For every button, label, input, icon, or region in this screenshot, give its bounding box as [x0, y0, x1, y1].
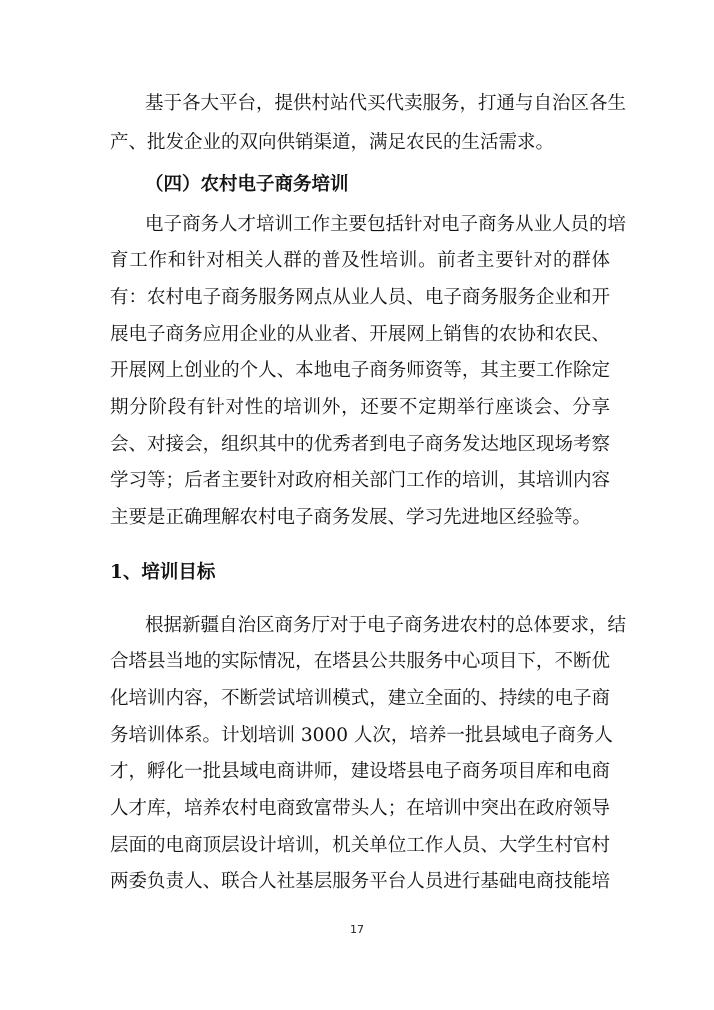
paragraph-2-line-3: 有：农村电子商务服务网点从业人员、电子商务服务企业和开: [110, 287, 610, 308]
page-number: 17: [350, 923, 364, 936]
paragraph-2-line-6: 期分阶段有针对性的培训外，还要不定期举行座谈会、分享: [110, 397, 610, 418]
subheading-training-goals: 1、培训目标: [110, 562, 216, 583]
paragraph-3-line-4: 务培训体系。计划培训 3000 人次，培养一批县域电子商务人: [110, 725, 613, 746]
paragraph-3-line-7: 层面的电商顶层设计培训，机关单位工作人员、大学生村官村: [110, 835, 610, 856]
section-heading: （四）农村电子商务培训: [145, 174, 349, 195]
paragraph-2-line-7: 会、对接会，组织其中的优秀者到电子商务发达地区现场考察: [110, 434, 610, 455]
paragraph-2-line-9: 主要是正确理解农村电子商务发展、学习先进地区经验等。: [110, 507, 592, 528]
paragraph-2-line-2: 育工作和针对相关人群的普及性培训。前者主要针对的群体: [110, 250, 610, 271]
paragraph-3-line-8: 两委负责人、联合人社基层服务平台人员进行基础电商技能培: [110, 871, 610, 892]
paragraph-3-line-5: 才，孵化一批县域电商讲师，建设塔县电子商务项目库和电商: [110, 761, 610, 782]
paragraph-3-line-6: 人才库，培养农村电商致富带头人；在培训中突出在政府领导: [110, 798, 610, 819]
paragraph-3-line-2: 合塔县当地的实际情况，在塔县公共服务中心项目下，不断优: [110, 651, 610, 672]
paragraph-2-line-1: 电子商务人才培训工作主要包括针对电子商务从业人员的培: [145, 214, 627, 235]
paragraph-1-line-1: 基于各大平台，提供村站代买代卖服务，打通与自治区各生: [145, 93, 627, 114]
paragraph-1-line-2: 产、批发企业的双向供销渠道，满足农民的生活需求。: [110, 132, 555, 153]
paragraph-2-line-5: 开展网上创业的个人、本地电子商务师资等，其主要工作除定: [110, 360, 610, 381]
paragraph-2-line-4: 展电子商务应用企业的从业者、开展网上销售的农协和农民、: [110, 324, 610, 345]
paragraph-3-line-3: 化培训内容，不断尝试培训模式，建立全面的、持续的电子商: [110, 688, 610, 709]
paragraph-2-line-8: 学习等；后者主要针对政府相关部门工作的培训，其培训内容: [110, 470, 610, 491]
paragraph-3-line-1: 根据新疆自治区商务厅对于电子商务进农村的总体要求，结: [145, 615, 627, 636]
